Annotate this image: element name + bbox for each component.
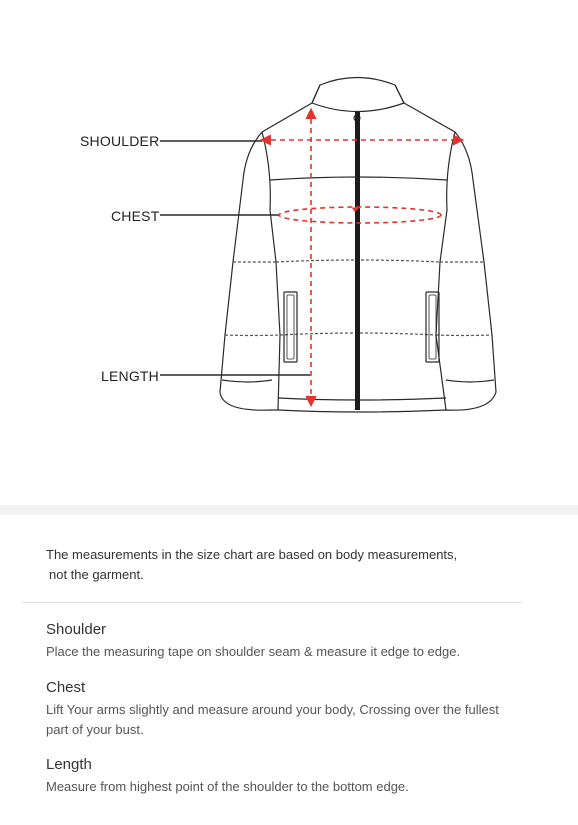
length-section xyxy=(46,755,526,797)
length-title: Length xyxy=(46,756,92,773)
shoulder-title: Shoulder xyxy=(46,621,107,638)
length-description: Measure from highest point of the shoulder to the bottom edge. xyxy=(46,779,409,794)
shoulder-label: SHOULDER xyxy=(80,133,160,149)
shoulder-section xyxy=(46,620,526,662)
chest-label: CHEST xyxy=(111,208,160,224)
right-pocket xyxy=(426,292,439,362)
divider-line xyxy=(22,602,522,603)
chest-section xyxy=(46,678,526,740)
left-pocket xyxy=(284,292,297,362)
measurement-note xyxy=(46,545,486,585)
collar xyxy=(312,78,404,112)
chest-title: Chest xyxy=(46,679,86,696)
shoulder-description: Place the measuring tape on shoulder seam & measure it edge to edge. xyxy=(46,644,461,659)
divider-band xyxy=(0,505,578,515)
chest-description: Lift Your arms slightly and measure around your body, Crossing over the fullest part of your bust. xyxy=(46,702,499,737)
length-label: LENGTH xyxy=(101,368,159,384)
note-line-1: The measurements in the size chart are based on body measurements, xyxy=(46,547,458,562)
zipper xyxy=(355,112,360,410)
note-line-2: not the garment. xyxy=(49,567,144,582)
